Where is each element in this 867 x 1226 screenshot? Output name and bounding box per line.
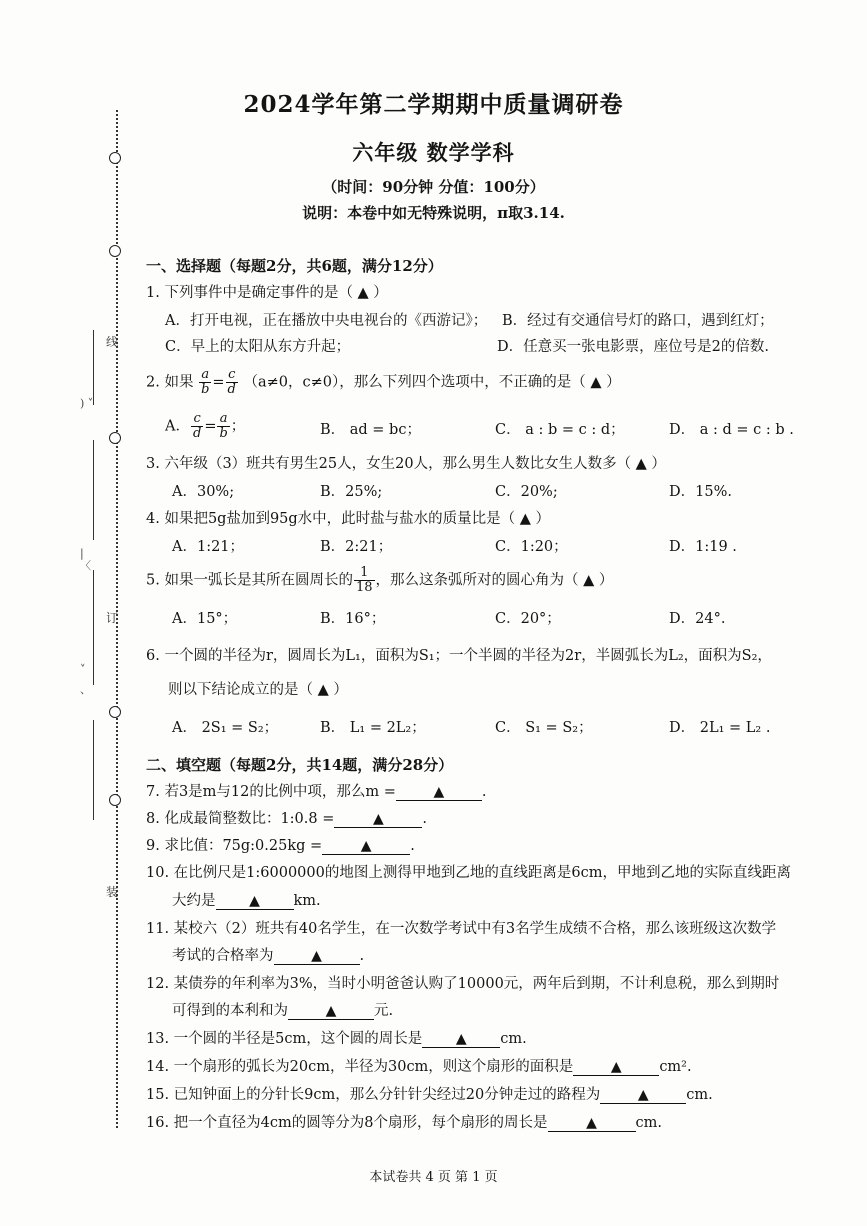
triangle-mark-icon: ▲ [610, 1059, 622, 1075]
question-tail: 元. [374, 1003, 394, 1019]
fraction-a-over-b [217, 412, 229, 441]
question-3-option-d: D．15%. [669, 484, 732, 500]
page-footer: 本试卷共 4 页 第 1 页 [369, 1170, 498, 1185]
exam-time-score: （时间：90分钟 分值：100分） [322, 178, 545, 196]
question-13 [146, 1030, 527, 1048]
triangle-mark-icon: ▲ [360, 838, 372, 854]
question-tail: cm. [635, 1115, 662, 1131]
section-heading-fill: 二、填空题（每题2分，共14题，满分28分） [146, 756, 454, 774]
question-10-line-2 [172, 892, 321, 910]
margin-label-pack: 装 [106, 885, 119, 899]
question-text: 7. 若3是m与12的比例中项，那么m = [146, 784, 396, 800]
question-2-option-a [165, 412, 245, 441]
question-2-stem [146, 368, 621, 397]
school-field-line [93, 720, 94, 820]
margin-mark: 〈 [80, 559, 91, 572]
exam-note: 说明：本卷中如无特殊说明，π取3.14. [302, 204, 565, 222]
question-12-line-2 [172, 1002, 393, 1020]
equals-sign: = [212, 374, 225, 391]
binding-hole-icon [109, 794, 121, 806]
fraction-numerator: a [217, 412, 229, 427]
margin-mark: ˅ [80, 663, 86, 676]
fraction-one-eighteenth [354, 566, 375, 595]
section-heading-choice: 一、选择题（每题2分，共6题，满分12分） [146, 257, 443, 275]
question-text: 可得到的本利和为 [172, 1003, 288, 1019]
question-text: 考试的合格率为 [172, 948, 274, 964]
triangle-mark-icon: ▲ [249, 893, 260, 909]
question-text: 15. 已知钟面上的分针长9cm，那么分针针尖经过20分钟走过的路程为 [146, 1087, 601, 1103]
question-10-line-1: 10. 在比例尺是1:6000000的地图上测得甲地到乙地的直线距离是6cm，甲地到乙地的实际直线距离 [146, 865, 791, 881]
question-15 [146, 1086, 713, 1104]
question-tail: . [422, 811, 427, 827]
id-field-line [93, 570, 94, 685]
fraction-numerator: 1 [354, 566, 375, 581]
fraction-denominator: b [201, 382, 210, 397]
question-5-suffix: ，那么这条弧所对的圆心角为（ ▲ ） [375, 572, 614, 589]
question-3-stem: 3. 六年级（3）班共有男生25人，女生20人，那么男生人数比女生人数多（ ▲ ） [146, 456, 666, 472]
fraction-c-over-d [191, 412, 203, 441]
question-tail: . [481, 784, 487, 800]
question-12-line-1: 12. 某债券的年利率为3%，当时小明爸爸认购了10000元，两年后到期，不计利息税，那么到期时 [146, 976, 780, 992]
triangle-mark-icon: ▲ [455, 1031, 467, 1047]
question-text: 9. 求比值：75g:0.25kg = [146, 838, 323, 854]
question-text: 16. 把一个直径为4cm的圆等分为8个扇形，每个扇形的周长是 [146, 1115, 548, 1131]
question-tail: cm. [500, 1031, 527, 1047]
question-11-line-2 [172, 947, 364, 965]
question-tail: . [359, 948, 365, 964]
option-label: A． [165, 418, 190, 435]
question-3-option-a: A．30%; [172, 484, 235, 500]
question-text: 14. 一个扇形的弧长为20cm，半径为30cm，则这个扇形的面积是 [146, 1059, 574, 1075]
question-text: 13. 一个圆的半径是5cm，这个圆的周长是 [146, 1031, 423, 1047]
name-field-line [93, 330, 94, 405]
answer-blank[interactable] [274, 948, 360, 965]
question-1-option-a: A．打开电视，正在播放中央电视台的《西游记》； [165, 313, 488, 329]
triangle-mark-icon: ▲ [311, 948, 322, 964]
question-5-prefix: 5. 如果一弧长是其所在圆周长的 [146, 572, 353, 589]
question-tail: cm. [686, 1087, 713, 1103]
question-4-option-b: B．2:21； [320, 539, 393, 555]
question-6-option-a: A． 2S₁ = S₂； [172, 720, 279, 736]
question-tail: . [410, 838, 415, 854]
question-4-stem: 4. 如果把5g盐加到95g水中，此时盐与盐水的质量比是（ ▲ ） [146, 511, 551, 527]
question-3-option-c: C．20%; [495, 484, 558, 500]
answer-blank[interactable] [396, 784, 482, 801]
fraction-denominator: 18 [355, 580, 373, 595]
question-3-option-b: B．25%; [320, 484, 383, 500]
fraction-denominator: d [192, 426, 202, 441]
fraction-numerator: c [226, 368, 238, 383]
question-6-option-c: C． S₁ = S₂； [495, 720, 593, 736]
exam-title: 2024学年第二学期期中质量调研卷 [243, 91, 624, 118]
question-6-option-b: B． L₁ = 2L₂； [320, 720, 426, 736]
fraction-c-over-d [226, 368, 238, 397]
question-tail: km. [293, 893, 321, 909]
question-2-prefix: 2. 如果 [146, 374, 194, 391]
question-tail: cm². [659, 1059, 692, 1075]
question-2-option-d: D． a : d = c : b . [669, 422, 794, 438]
answer-blank[interactable] [548, 1115, 636, 1132]
answer-blank[interactable] [322, 838, 410, 855]
option-end: ； [230, 418, 246, 435]
fraction-a-over-b [199, 368, 211, 397]
question-16 [146, 1114, 662, 1132]
exam-subject: 六年级 数学学科 [352, 140, 515, 165]
question-1-option-d: D．任意买一张电影票，座位号是2的倍数. [497, 339, 769, 355]
question-7 [146, 783, 487, 801]
question-8 [146, 810, 427, 828]
binding-hole-icon [109, 245, 121, 257]
triangle-mark-icon: ▲ [372, 811, 384, 827]
binding-hole-icon [109, 432, 121, 444]
question-5-option-d: D．24°. [669, 611, 726, 627]
question-4-option-c: C．1:20； [495, 539, 568, 555]
question-6-stem-2: 则以下结论成立的是（ ▲ ） [168, 682, 348, 698]
question-11-line-1: 11. 某校六（2）班共有40名学生，在一次数学考试中有3名学生成绩不合格，那么该班级这次数学 [146, 921, 777, 937]
question-2-option-c: C． a : b = c : d； [495, 422, 625, 438]
question-9 [146, 837, 415, 855]
margin-label-line: 线 [106, 335, 119, 349]
question-5-option-b: B．16°； [320, 611, 386, 627]
question-2-suffix: （a≠0，c≠0），那么下列四个选项中，不正确的是（ ▲ ） [243, 374, 621, 391]
triangle-mark-icon: ▲ [325, 1003, 337, 1019]
answer-blank[interactable] [422, 1031, 500, 1048]
question-1-stem: 1. 下列事件中是确定事件的是（ ▲ ） [146, 285, 388, 301]
equals-sign: = [204, 418, 217, 435]
margin-label-bind: 订 [106, 611, 119, 625]
answer-blank[interactable] [600, 1087, 686, 1104]
question-text: 8. 化成最简整数比：1:0.8 = [146, 811, 335, 827]
question-1-option-b: B．经过有交通信号灯的路口，遇到红灯； [502, 313, 774, 329]
question-6-stem: 6. 一个圆的半径为r，圆周长为L₁，面积为S₁；一个半圆的半径为2r，半圆弧长为L₂，面积为S₂， [146, 648, 772, 664]
fraction-numerator: c [191, 412, 203, 427]
question-4-option-d: D．1:19 . [669, 539, 737, 555]
class-field-line [93, 440, 94, 540]
question-6-option-d: D． 2L₁ = L₂ . [669, 720, 771, 736]
question-text: 大约是 [172, 893, 216, 909]
question-4-option-a: A．1:21； [172, 539, 245, 555]
question-5-option-a: A．15°； [172, 611, 238, 627]
triangle-mark-icon: ▲ [637, 1087, 649, 1103]
binding-hole-icon [109, 706, 121, 718]
fraction-numerator: a [199, 368, 211, 383]
answer-blank[interactable] [216, 893, 294, 910]
margin-mark: 、 [80, 683, 91, 696]
triangle-mark-icon: ▲ [433, 784, 445, 800]
question-5-stem [146, 566, 613, 595]
question-5-option-c: C．20°； [495, 611, 561, 627]
fraction-denominator: b [219, 426, 228, 441]
question-2-option-b: B． ad = bc； [320, 422, 421, 438]
fraction-denominator: d [227, 382, 236, 397]
margin-mark: | [80, 547, 84, 560]
answer-blank[interactable] [288, 1003, 374, 1020]
question-1-option-c: C．早上的太阳从东方升起； [165, 339, 351, 355]
answer-blank[interactable] [573, 1059, 659, 1076]
answer-blank[interactable] [334, 811, 422, 828]
question-14 [146, 1058, 692, 1076]
margin-mark: ) ˅ [80, 397, 94, 410]
triangle-mark-icon: ▲ [586, 1115, 597, 1131]
